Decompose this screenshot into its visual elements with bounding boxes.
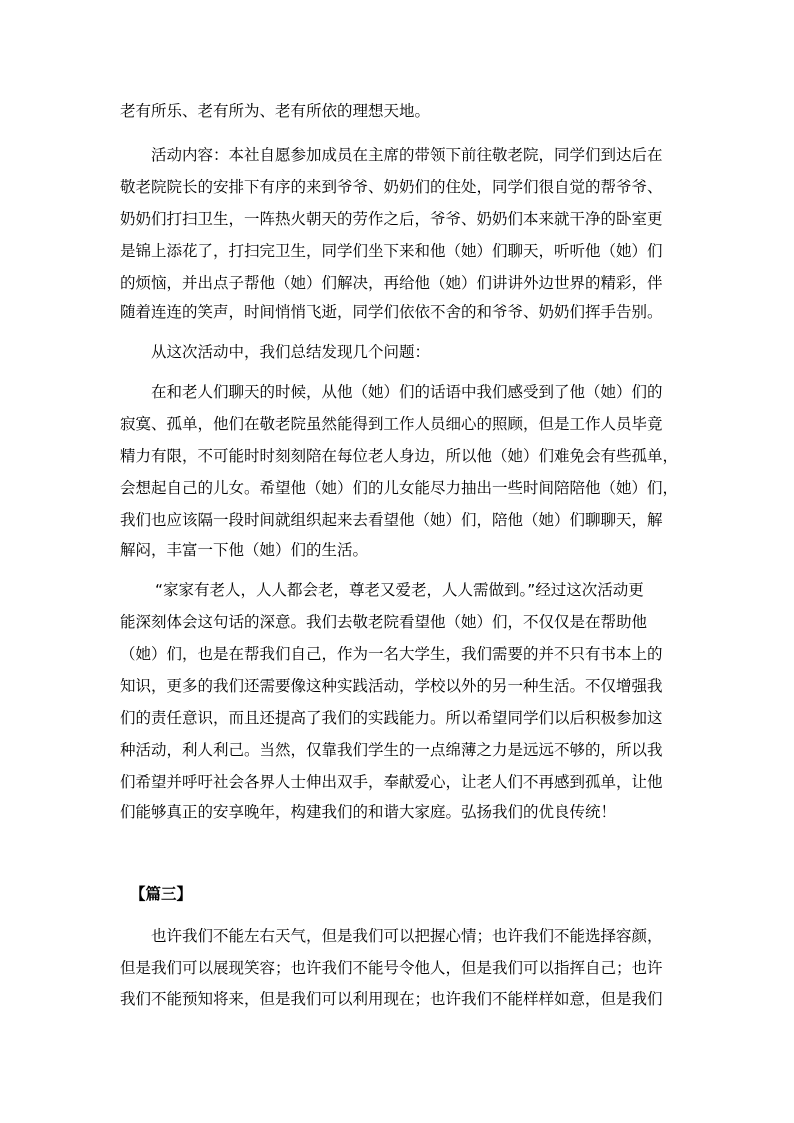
paragraph-line: 们能够真正的安享晚年，构建我们的和谐大家庭。弘扬我们的优良传统！ — [120, 803, 617, 821]
paragraph-line: 也许我们不能左右天气，但是我们可以把握心情；也许我们不能选择容颜， — [151, 927, 663, 945]
section-heading: 【篇三】 — [130, 885, 193, 903]
paragraph-line: 是锦上添花了，打扫完卫生，同学们坐下来和他（她）们聊天，听听他（她）们 — [120, 242, 663, 260]
paragraph-line: 寂寞、孤单，他们在敬老院虽然能得到工作人员细心的照顾，但是工作人员毕竟 — [120, 415, 663, 433]
paragraph-line: 的烦恼，并出点子帮他（她）们解决，再给他（她）们讲讲外边世界的精彩，伴 — [120, 274, 663, 292]
paragraph-line: 奶奶们打扫卫生，一阵热火朝天的劳作之后，爷爷、奶奶们本来就干净的卧室更 — [120, 210, 663, 228]
paragraph-line: 种活动，利人利己。当然，仅靠我们学生的一点绵薄之力是远远不够的，所以我 — [120, 741, 663, 759]
paragraph-line: 会想起自己的儿女。希望他（她）们的儿女能尽力抽出一些时间陪陪他（她）们， — [120, 479, 679, 497]
paragraph-line: “家家有老人，人人都会老，尊老又爱老，人人需做到。”经过这次活动更 — [155, 581, 644, 599]
paragraph-line: 随着连连的笑声，时间悄悄飞逝，同学们依依不舍的和爷爷、奶奶们挥手告别。 — [120, 303, 663, 321]
paragraph-line: 能深刻体会这句话的深意。我们去敬老院看望他（她）们，不仅仅是在帮助他 — [120, 613, 648, 631]
paragraph-line: 活动内容：本社自愿参加成员在主席的带领下前往敬老院，同学们到达后在 — [151, 146, 663, 164]
paragraph-line: 我们也应该隔一段时间就组织起来去看望他（她）们，陪他（她）们聊聊天，解 — [120, 511, 663, 529]
paragraph-line: 们希望并呼吁社会各界人士伸出双手，奉献爱心，让老人们不再感到孤单，让他 — [120, 773, 663, 791]
paragraph-line: 我们不能预知将来，但是我们可以利用现在；也许我们不能样样如意，但是我们 — [120, 990, 663, 1008]
paragraph-line: 知识，更多的我们还需要像这种实践活动，学校以外的另一种生活。不仅增强我 — [120, 677, 663, 695]
paragraph-line: 们的责任意识，而且还提高了我们的实践能力。所以希望同学们以后积极参加这 — [120, 709, 663, 727]
paragraph-line: 从这次活动中，我们总结发现几个问题： — [151, 343, 431, 361]
paragraph-line: 但是我们可以展现笑容；也许我们不能号令他人，但是我们可以指挥自己；也许 — [120, 959, 663, 977]
paragraph-line: 敬老院院长的安排下有序的来到爷爷、奶奶们的住处，同学们很自觉的帮爷爷、 — [120, 178, 663, 196]
paragraph-line: 解闷，丰富一下他（她）们的生活。 — [120, 541, 369, 559]
paragraph-line: （她）们，也是在帮我们自己，作为一名大学生，我们需要的并不只有书本上的 — [120, 645, 663, 663]
paragraph-line: 老有所乐、老有所为、老有所依的理想天地。 — [120, 102, 431, 120]
paragraph-line: 在和老人们聊天的时候，从他（她）们的话语中我们感受到了他（她）们的 — [151, 383, 663, 401]
paragraph-line: 精力有限，不可能时时刻刻陪在每位老人身边，所以他（她）们难免会有些孤单， — [120, 447, 679, 465]
